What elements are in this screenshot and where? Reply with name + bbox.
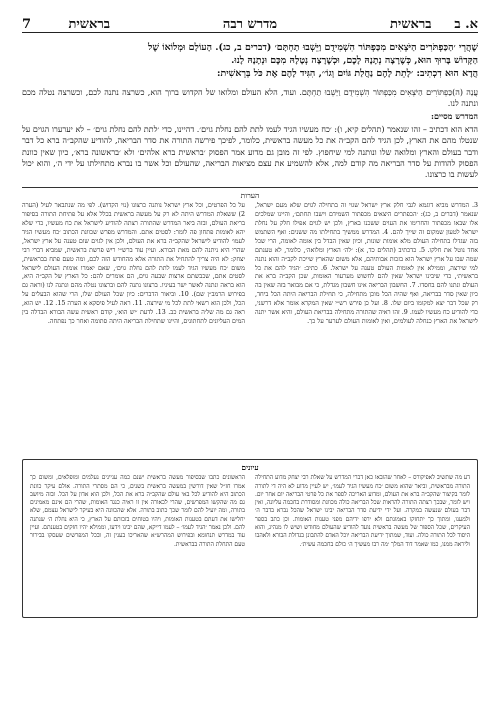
explanation-text [22,87,478,189]
iyunim-column-right [255,474,470,549]
iyunim-text: הראשונים כתבו שבסיפור מעשה בראשית ישנם כמה עניינים נעלמים ומופלאים, ומשום כך אמרו חז״ל שאין דורשין במעשה בראשית בשנים, כי הם מסתרי התורה. אולם עיקר כוונת הכתוב היא להודיע לכל באי עולם שהקב״ה ברא את הכל, ולכן הוא אדון על הכל. ובזה מיושב גם מה שהקשו המפרשים, שהרי לכאורה אין זו ראיה כנגד האומות, שהרי הם אינם מאמינים בתורה, ומה יועיל להם לומר שכך כתוב בתורה. אלא שהכוונה היא בעיקר לישראל עצמם, שלא יחלישו את דעתם בטענות האומות, ויהיו בטוחים בזכותם על הארץ, כי היא נחלת ה׳ שנתנה להם. ולכן נאמר ׳הגיד לעמו׳ – לעמו דייקא, שהם יבינו וידעו, וממילא יהיו חזקים בטענתם. ועיין עוד במדרש תנחומא ובפירוש המהרש״א שהאריכו בענין זה, ובכל המפרשים שעסקו בבירור טעם התחלת התורה בבראשית. [30,475,245,548]
midrash-line: שֶׁהֲרֵי ׳הַכַּפְתֹּרִים הַיֹּצְאִים מִכַּפְתּוֹר הִשְׁמִידֻם וַיֵּשְׁבוּ תַחְתָּם׳ (דברים ב, כג). הָעוֹלָם וּמְלוֹאוֹ שֶׁל [147,42,478,53]
parsha-name-right: בראשית [390,17,432,32]
notes-column-left [22,202,245,454]
running-header [22,10,478,33]
iyunim-columns [30,474,470,549]
explanation-paragraph: עֲנֵה (ה)כַּפְתּוֹרִים הַיֹּצְאִים מִכַּפְתּוֹר הִשְׁמִידֻם וַיֵּשְׁבוּ תַחְתָּם. ועוד, הלא העולם ומלואו של הקדוש ברוך הוא, כשרצה נתנה לכם, וכשרצה נטלה מכם ונתנה לנו. [22,87,479,108]
page-number: 7 [22,17,32,32]
explanation-label: המדרש מסיים: [430,111,478,122]
notes-column-right [255,202,478,454]
notes-section [22,202,478,454]
midrash-line: הַקָּדוֹשׁ בָּרוּךְ הוּא, כְּשֶׁרָצָה נְתָנָהּ לָכֶם, וּכְשֶׁרָצָה נְטָלָהּ מִכֶּם וּנְתָנָהּ לָנוּ. [231,55,478,67]
explanation-paragraph: הדא הוא דכתיב – זהו שנאמר (תהלים קיא, ו): ׳כח מעשיו הגיד לעמו לתת להם נחלת גוים׳. דהיינו, כדי ׳לתת להם נחלת גוים׳ – לא יערערו הגוים על שנטלו מהם את הארץ, לכן הגיד להם הקב״ה את כל מעשה בראשית, כלומר, לפיכך פירשה התורה את סדר הבריאה, להודיע שהקב״ה ברא כל דבר ודבר בעולם והארץ ומלואה שלו ונותנה למי שיחפוץ. לפי זה מובן גם מדוע אמר הפסוק ׳בראשית ברא אלהים׳ ולא ׳בראשונה ברא׳, כיון שאין כוונת הפסוק להודות על סדר הבריאה מה קודם למה, אלא להשמיע את עצם מציאות הבריאה, שהעולם וכל אשר בו נברא מתחילתו על ידי ה׳, והוא יכול לעשות בו כרצונו. [22,125,478,180]
midrash-line: הֲדָא הוּא דִכְתִיב: ׳לָתֵת לָהֶם נַחֲלַת גּוֹיִם וְגוֹ׳׳, הִגִּיד לָהֶם אֶת כֹּל בְּרֵאשִׁית: [217,68,478,80]
notes-text: 3. המדרש מביא דוגמא לגבי חלק ארץ ישראל שגוי זה בתחילה לגוים שלא מעם ישראל, שנאמר (דברים ב, כג): ׳הכפתרים היצאים מכפתור השמידם וישבו תחתם׳, והיינו שמלכים אלו שבאו מכפתור והחרימו את העוים ששכנו בארץ, ולכן יש לגוים אפילו חלק על נחלת ישראל לטעון שמקום זה שייך להם. 4. המדרש ממשיך בתחילתו מה ששנים: ואף השתמש בזה שגדלו בתחילה העולם מלא אומות שונות, וכיון שאין הבדל בין אומה לאומה, הרי שכל אחד נוטל את חלקו. 5. כדכתיב (תהלים כד, א): ׳לה׳ הארץ ומלואה׳, כלומר, לא טענתם שמה שבו על ארץ ישראל הוא בזכות אבותיהם, אלא משום שהארץ שייכת לקב״ה והוא נתנה למי שירצה, וממילא אין לאומות העולם טענה על ישראל. 6. כתיב: ׳הגיד להם את כל בראשית׳, כדי שיבינו ישראל שאין להם לחשוש מערעור האומות, שכן הקב״ה ברא את העולם ונתנו להם בחסדו. 7. החשבון הבריאה אינו חשבון מגדלת, כי אם מבואר בזה שאין בה כיון שאין סדר בבריאה, ואף שהיה הכל מוכן מתחילה, כי תחילת הבריאה היתה הכל ביחד, רק שכל דבר יצא למקומו ביום שלו. 8. ועל כן פירש רש״י שאין המקרא אומר אלא דרשני, כדי להודיע כח מעשיו לעמו. 9. זהו ראיה שהתורה מתחילה בבריאת העולם, והיא אשר יתנה לישראל את הארץ כנחלה לעולמים, ואין לאומות העולם לערער על כך. [255,202,478,326]
iyunim-text: דע מה שתשיב לאפיקורס – לאחר שהובאו כאן דברי המדרש על שאלת רבי יצחק מדוע התחילה התורה מבראשית, וביאר שהוא משום ׳כח מעשיו הגיד לעמו׳, יש לעיין מדוע לא היה די לתורה לומר בקיצור שהקב״ה ברא את העולם, ומדוע האריכה לספר את כל פרטי הבריאה יום אחר יום. ויש לומר, שבכך רצתה התורה להראות שכל הבריאה כולה מכוונת ומסודרת בחכמה עליונה, ואין דבר בעולם שנעשה במקרה. ועל ידי ידיעת סדר הבריאה יבינו ישראל שהכל נברא בדבר ה׳ ולמענו, ומתוך כך יתחזקו באמונתם ולא ירפו ידיהם מפני טענות האומות. וכן כתב בספר העיקרים, שכל הספור של מעשה בראשית נועד להודיע שהעולם מחודש ושיש לו מנהיג, והוא היסוד לכל התורה כולה. ועוד, שמתוך ידיעת הבריאה יוכל האדם להתבונן בגדולת הבורא ולאהבו וליראה ממנו, כמו שאמר דוד המלך ׳מה רבו מעשיך ה׳ כולם בחכמה עשית׳. [255,475,470,548]
book-title: מדרש רבה [222,17,278,32]
parsha-name-left: בראשית [68,17,110,32]
page [22,10,478,704]
iyunim-heading: עיונים [241,463,259,473]
iyunim-box [22,459,478,618]
notes-heading: הערות [240,191,260,201]
notes-text: על כל הפרטים, וכל ארץ ישראל נותנה כרצונו (נוי הקדוש). לפי מה שנתבאר לעיל (הערה 2) ששאלת המדרש היתה לא רק על מעשה בראשית בכלל אלא על פתיחת התורה בסיפור בריאת העולם, ובזה ביאר המדרש שהתורה רצתה להודיע לישראל את כח מעשיו, כדי שלא יהא לאומות פתחון פה לומר: לסטים אתם. והמדרש מפרש שכוונת הכתוב ׳כח מעשיו הגיד לעמו׳ להודיע לישראל שהקב״ה ברא את העולם, ולכן אין לגוים שום טענה על ארץ ישראל, שהרי היא ניתנה להם מאת הבורא. ועיין עוד ברש״י ריש פרשת בראשית, שמביא דברי רבי יצחק: לא היה צריך להתחיל את התורה אלא מהחודש הזה לכם, ומה טעם פתח בבראשית, משום ׳כח מעשיו הגיד לעמו לתת להם נחלת גוים׳, שאם יאמרו אומות העולם לישראל לסטים אתם, שכבשתם ארצות שבעה גוים, הם אומרים להם: כל הארץ של הקב״ה היא, הוא בראה ונתנה לאשר ישר בעיניו. ברצונו נתנה להם וברצונו נטלה מהם ונתנה לנו (וראה גם בפירוש הרמב״ן שם). 10. וביאור הדברים: כיון שכל העולם שלו, הרי שהוא הבעלים על הכל, ולכן הוא רשאי לתת לכל מי שירצה. 11. ראה לעיל פיסקא א הערה 15. 12. יש הוא, ראה גם מה של׳ה בראשית כב. 13. לדעת ׳יש הוא׳, קודם ראשית עשה הבורא הבדלה בין המים העליונים לתחתונים, והיינו שתחילת הבריאה היתה סתומה ואחר כך נפתחה. [22,202,245,326]
chapter-marker: א. ב [454,17,478,32]
midrash-text [22,41,478,81]
iyunim-column-left [30,474,245,549]
